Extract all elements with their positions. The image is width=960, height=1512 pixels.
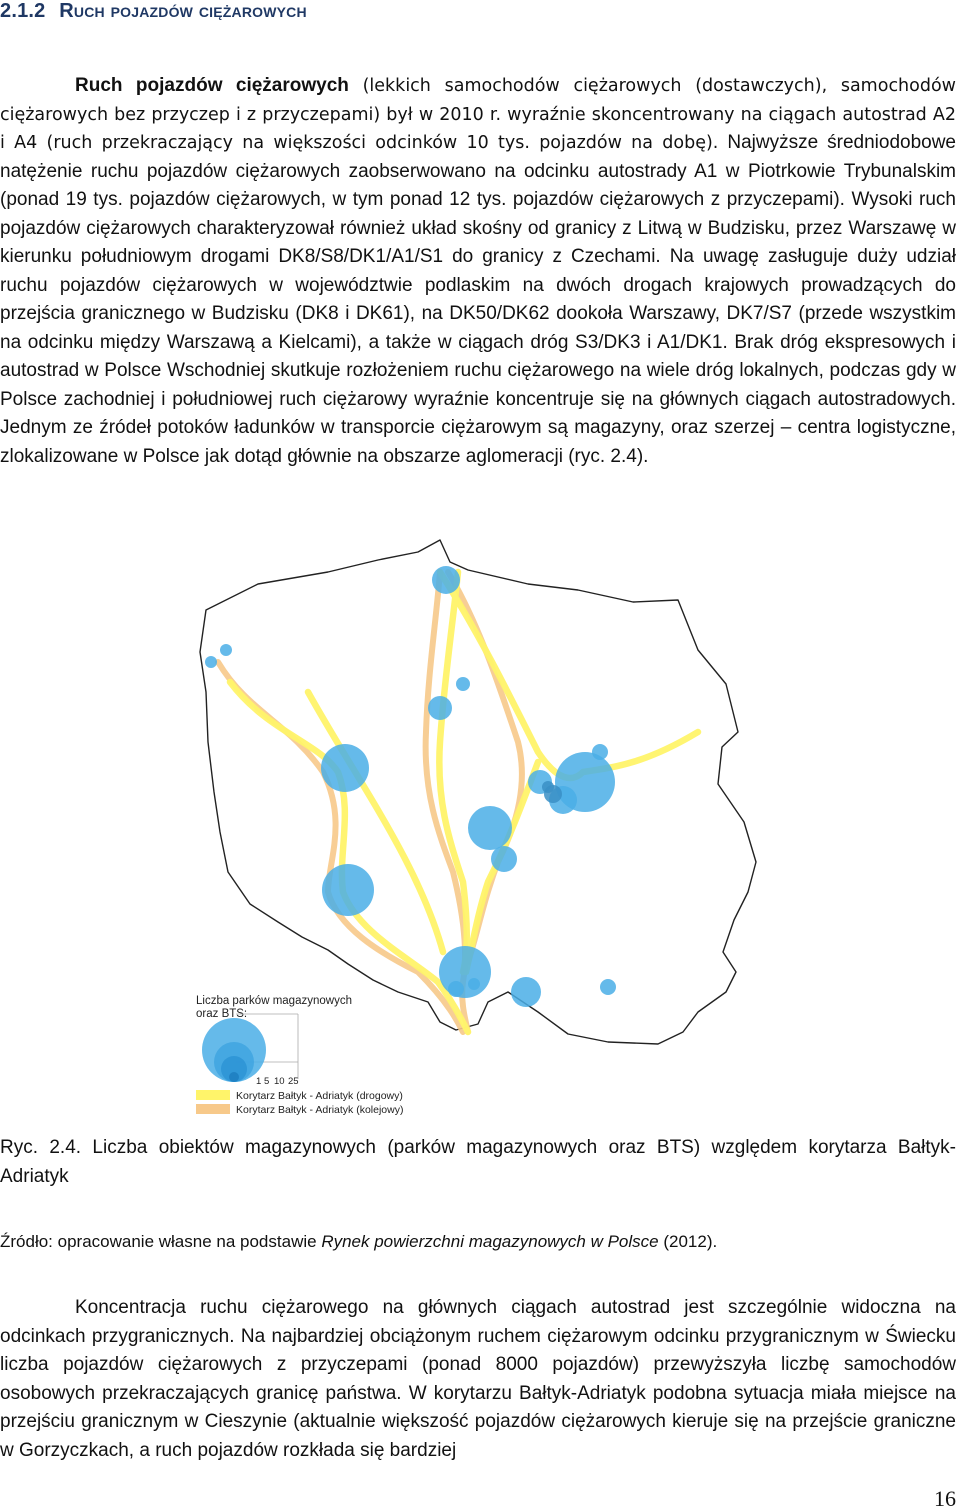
warehouse-circle (456, 677, 470, 691)
source-prefix: Źródło: opracowanie własne na podstawie (0, 1232, 322, 1251)
figure-caption-text: Liczba obiektów magazynowych (parków magazynowych oraz BTS) względem korytarza Bałtyk-Adriatyk (0, 1137, 956, 1187)
legend-title-line2: oraz BTS: (196, 1008, 248, 1020)
figure-source (0, 1232, 717, 1252)
warehouse-circle (220, 644, 232, 656)
legend-swatch-road (196, 1090, 230, 1100)
page-number: 16 (934, 1486, 956, 1511)
section-heading (0, 0, 307, 23)
warehouse-circle (491, 846, 517, 872)
paragraph-1-part-a: (lekkich samochodów ciężarowych (dostawczych), samochodów ciężarowych bez przyczep i z przyczepami) był w 2010 r. wyraźnie skoncentrowany na ciągach autostrad A2 i A4 (ruch przekraczający na większości odcinków 10 tys. pojazdów na dobę). (0, 76, 956, 153)
paragraph-2 (0, 1294, 956, 1465)
warehouse-circle (468, 806, 512, 850)
warehouse-circle (432, 566, 460, 594)
warehouse-circle (468, 978, 480, 990)
paragraph-1-lead: Ruch pojazdów ciężarowych (75, 75, 349, 96)
warehouse-circle (322, 864, 374, 916)
svg-text:25: 25 (288, 1076, 299, 1087)
legend-circle-1 (229, 1072, 239, 1082)
paragraph-2-text: Koncentracja ruchu ciężarowego na głównych ciągach autostrad jest szczególnie widoczna na odcinkach przygranicznych. Na najbardziej obciążonym ruchem ciężarowym odcinku przygranicznym w Świecku liczba pojazdów ciężarowych z przyczepami (ponad 8000 pojazdów) przewyższyła liczbę samochodów osobowych przekraczających granicę państwa. W korytarzu Bałtyk-Adriatyk podobna sytuacja miała miejsce na przejściu granicznym w Cieszynie (aktualnie większość pojazdów ciężarowych kieruje się na przejście graniczne w Gorzyczkach, a ruch pojazdów rozkłada się bardziej (0, 1297, 956, 1461)
source-title: Rynek powierzchni magazynowych w Polsce (321, 1232, 659, 1251)
map-svg (178, 532, 788, 1127)
warehouse-circle (428, 696, 452, 720)
section-number: 2.1.2 (0, 0, 46, 22)
warehouse-circle (600, 979, 616, 995)
paragraph-1 (0, 72, 956, 471)
legend-road-label: Korytarz Bałtyk - Adriatyk (drogowy) (236, 1090, 403, 1102)
legend-rail-label: Korytarz Bałtyk - Adriatyk (kolejowy) (236, 1104, 404, 1116)
warehouse-circle (439, 946, 491, 998)
figure-caption (0, 1133, 956, 1191)
legend-swatch-rail (196, 1104, 230, 1114)
legend-scale-labels: 1 (256, 1076, 262, 1087)
svg-text:10: 10 (274, 1076, 285, 1087)
warehouse-circle (321, 744, 369, 792)
map-legend (196, 995, 403, 1116)
legend-title-line1: Liczba parków magazynowych (196, 995, 352, 1007)
paragraph-1-part-b: Najwyższe średniodobowe natężenie ruchu pojazdów ciężarowych zaobserwowano na odcinku autostrady A1 w Piotrkowie Trybunalskim (ponad 19 tys. pojazdów ciężarowych, w tym ponad 12 tys. pojazdów ciężarowych z przyczepami). Wysoki ruch pojazdów ciężarowych charakteryzował również układ skośny od granicy z Litwą w Budzisku, przez Warszawę w kierunku południowym drogami DK8/S8/DK1/A1/S1 do granicy z Czechami. Na uwagę zasługuje duży udział ruchu pojazdów ciężarowych w województwie podlaskim na dwóch drogach krajowych prowadzących do przejścia granicznego w Budzisku (DK8 i DK61), na DK50/DK62 dookoła Warszawy, DK7/S7 (przede wszystkim na odcinku między Warszawą a Kielcami), a także w ciągach dróg S3/DK3 i A1/DK1. Brak dróg ekspresowych i autostrad w Polsce Wschodniej skutkuje rozłożeniem ruchu ciężarowego na wiele dróg lokalnych, podczas gdy w Polsce zachodniej i południowej ruch ciężarowy wyraźnie koncentruje się na głównych ciągach autostradowych. Jednym ze źródeł potoków ładunków w transporcie ciężarowym są magazyny, oraz szerzej – centra logistyczne, zlokalizowane w Polsce jak dotąd głównie na obszarze aglomeracji (ryc. 2.4). (0, 132, 956, 467)
warehouse-circle (448, 981, 464, 997)
source-suffix: (2012). (658, 1232, 718, 1251)
corridor-map (178, 532, 788, 1127)
warehouse-circle (205, 656, 217, 668)
section-title: Ruch pojazdów ciężarowych (59, 0, 307, 22)
figure-caption-label: Ryc. 2.4. (0, 1137, 82, 1158)
warehouse-circle (542, 781, 554, 793)
warehouse-circle (511, 977, 541, 1007)
svg-text:5: 5 (264, 1076, 270, 1087)
